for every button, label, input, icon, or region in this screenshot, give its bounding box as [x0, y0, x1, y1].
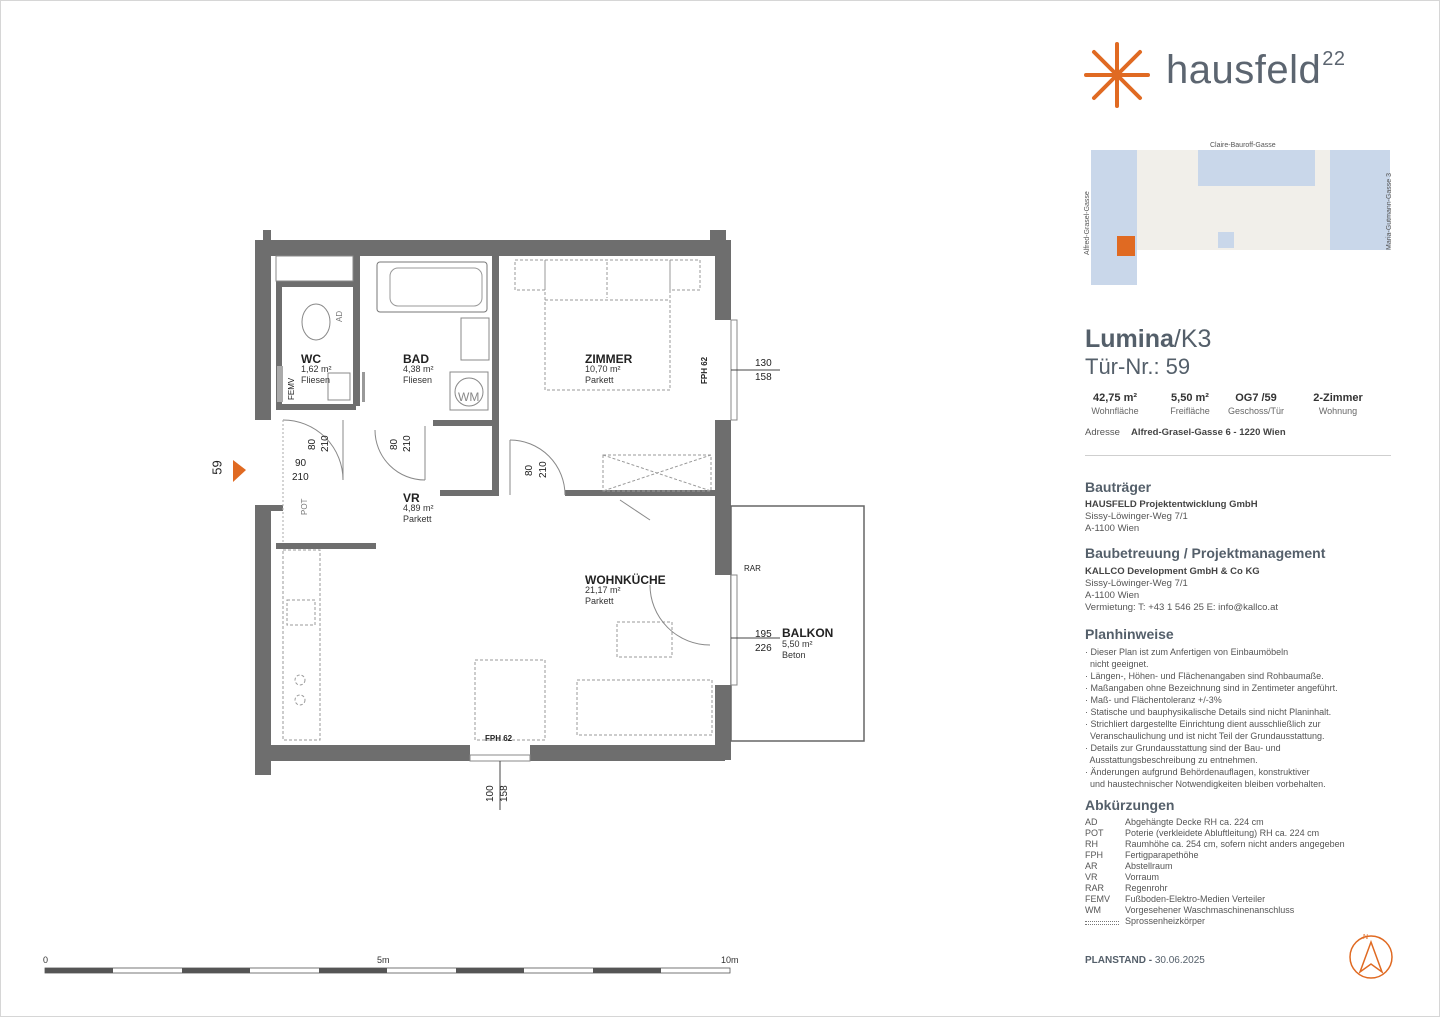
- abbr-key: RAR: [1085, 883, 1105, 893]
- address-label: Adresse: [1085, 427, 1120, 438]
- bad-door-w: 80: [389, 438, 400, 450]
- address-value: Alfred-Grasel-Gasse 6 - 1220 Wien: [1131, 427, 1286, 438]
- abbr-value: Fertigparapethöhe: [1125, 850, 1199, 860]
- walls: [255, 230, 731, 775]
- room-zimmer-area: 10,70 m²: [585, 364, 621, 374]
- project-title: [1085, 325, 1211, 354]
- brand-logo: [1166, 48, 1345, 93]
- stat-label-zimmer: Wohnung: [1318, 406, 1358, 416]
- room-vr-name: VR: [403, 491, 420, 505]
- door-number: Tür-Nr.: 59: [1085, 354, 1191, 379]
- stat-value-zimmer: 2-Zimmer: [1313, 392, 1363, 404]
- stat-label-geschoss: Geschoss/Tür: [1227, 406, 1285, 416]
- management-heading: Baubetreuung / Projektmanagement: [1085, 545, 1326, 561]
- living-furniture: [475, 622, 712, 740]
- fph-bottom-label: FPH 62: [485, 734, 513, 743]
- developer-heading: Bauträger: [1085, 479, 1152, 495]
- stat-value-freiflaeche: 5,50 m²: [1171, 392, 1209, 404]
- balcony-outline: [731, 506, 864, 741]
- room-vr-floor: Parkett: [403, 514, 432, 524]
- bottom-window-h: 158: [499, 785, 510, 802]
- abbr-key: AR: [1085, 861, 1098, 871]
- brand-superscript: 22: [1322, 48, 1346, 70]
- developer-company: HAUSFELD Projektentwicklung GmbH: [1085, 499, 1258, 510]
- zimmer-door-w: 80: [524, 464, 535, 476]
- management-company: KALLCO Development GmbH & Co KG: [1085, 566, 1260, 577]
- stat-value-geschoss: OG7 /59: [1235, 392, 1277, 404]
- abbr-value: Raumhöhe ca. 254 cm, sofern nicht anders angegeben: [1125, 839, 1345, 849]
- room-balkon-floor: Beton: [782, 650, 806, 660]
- street-left: Alfred-Grasel-Gasse: [1084, 191, 1091, 255]
- abbr-value: Fußboden-Elektro-Medien Verteiler: [1125, 894, 1266, 904]
- scale-label-5m: 5m: [377, 955, 390, 965]
- developer-street: Sissy-Löwinger-Weg 7/1: [1085, 511, 1188, 522]
- abbr-key: FPH: [1085, 850, 1103, 860]
- abbr-value: Poterie (verkleidete Abluftleitung) RH ca. 224 cm: [1125, 828, 1320, 838]
- planstand: [1085, 955, 1205, 966]
- room-wc-area: 1,62 m²: [301, 364, 332, 374]
- stat-label-wohnflaeche: Wohnfläche: [1091, 406, 1139, 416]
- room-bad-floor: Fliesen: [403, 375, 433, 385]
- project-name: Lumina: [1085, 325, 1174, 353]
- room-bad-name: BAD: [403, 352, 429, 366]
- room-zimmer-name: ZIMMER: [585, 352, 633, 366]
- scale-label-10m: 10m: [721, 955, 739, 965]
- room-balkon-area: 5,50 m²: [782, 639, 813, 649]
- room-wc-floor: Fliesen: [301, 375, 331, 385]
- bottom-window-w: 100: [485, 785, 496, 802]
- room-balkon-name: BALKON: [782, 626, 834, 640]
- notes-text: · Dieser Plan ist zum Anfertigen von Einbaumöbeln nicht geeignet. · Längen-, Höhen- und Flächenangaben sind Rohbaumaße. · Maßangaben ohne Bezeichnung sind in Zentimeter angeführt. · Maß- und Flächentoleranz +/-3% · Statische und bauphysikalische Details sind nicht Planinhalt. · Strichliert dargestellte Einrichtung dient ausschließlich zur Veranschaulichung und ist nicht Teil der Grundausstattung. · Details zur Grundausstattung sind der Bau- und Ausstattungsbeschreibung zu entnehmen. · Änderungen aufgrund Behördenauflagen, konstruktiver und haustechnischer Notwendigkeiten bleiben vorbehalten.: [1085, 647, 1338, 789]
- room-wohnkueche-area: 21,17 m²: [585, 585, 621, 595]
- kitchen-counter: [283, 550, 320, 740]
- divider: [1085, 455, 1391, 456]
- scale-label-0: 0: [43, 955, 49, 965]
- wc-door-h: 210: [320, 435, 331, 452]
- street-right: Maria-Gutmann-Gasse 3: [1386, 172, 1393, 250]
- room-wc-name: WC: [301, 352, 321, 366]
- room-zimmer-floor: Parkett: [585, 375, 614, 385]
- abbr-key: POT: [1085, 828, 1104, 838]
- room-wohnkueche-name: WOHNKÜCHE: [585, 573, 666, 587]
- abbr-value: Abgehängte Decke RH ca. 224 cm: [1125, 817, 1264, 827]
- stat-value-wohnflaeche: 42,75 m²: [1092, 392, 1138, 404]
- stat-label-freiflaeche: Freifläche: [1170, 406, 1210, 416]
- management-contact: Vermietung: T: +43 1 546 25 E: info@kallco.at: [1085, 602, 1278, 613]
- entry-number: 59: [209, 460, 225, 475]
- site-map: [1085, 140, 1395, 290]
- abbreviations-heading: Abkürzungen: [1085, 797, 1175, 813]
- rar-label: RAR: [744, 564, 761, 573]
- room-wohnkueche-floor: Parkett: [585, 596, 614, 606]
- femv-label: FEMV: [287, 377, 296, 400]
- brand-name: hausfeld: [1166, 48, 1322, 92]
- abbr-value: Sprossenheizkörper: [1125, 916, 1206, 926]
- entry-arrow-icon: [233, 460, 246, 482]
- management-street: Sissy-Löwinger-Weg 7/1: [1085, 578, 1188, 589]
- abbr-key: FEMV: [1085, 894, 1111, 904]
- wm-label: WM: [458, 390, 480, 404]
- abbr-key: AD: [1085, 817, 1098, 827]
- compass-icon: [1346, 932, 1396, 982]
- radiator-symbol-icon: [1085, 921, 1119, 925]
- notes-heading: Planhinweise: [1085, 626, 1174, 642]
- balkon-door-w: 195: [755, 629, 772, 640]
- fph-zimmer-label: FPH 62: [700, 356, 709, 384]
- toilet: [302, 304, 330, 340]
- abbr-value: Vorraum: [1125, 872, 1160, 882]
- zimmer-window-w: 130: [755, 358, 772, 369]
- abbr-value: Vorgesehener Waschmaschinenanschluss: [1125, 905, 1295, 915]
- room-bad-area: 4,38 m²: [403, 364, 434, 374]
- management-city: A-1100 Wien: [1085, 590, 1140, 601]
- pot-label: POT: [300, 498, 309, 515]
- scale-bar: [45, 968, 730, 973]
- zimmer-window-h: 158: [755, 372, 772, 383]
- entry-w: 90: [295, 458, 307, 469]
- bad-door-h: 210: [402, 435, 413, 452]
- abbr-value: Abstellraum: [1125, 861, 1173, 871]
- planstand-date: 30.06.2025: [1154, 955, 1205, 966]
- compass-north: N: [1363, 934, 1369, 941]
- project-suffix: /K3: [1173, 325, 1212, 353]
- room-vr-area: 4,89 m²: [403, 503, 434, 513]
- abbr-key: RH: [1085, 839, 1098, 849]
- planstand-label: PLANSTAND -: [1085, 955, 1153, 966]
- abbr-key: VR: [1085, 872, 1098, 882]
- ad-label: AD: [335, 310, 344, 322]
- abbr-value: Regenrohr: [1125, 883, 1168, 893]
- developer-city: A-1100 Wien: [1085, 523, 1140, 534]
- entry-h: 210: [292, 472, 309, 483]
- abbr-key: WM: [1085, 905, 1101, 915]
- wc-door-w: 80: [307, 438, 318, 450]
- asterisk-logo-icon: [1082, 40, 1152, 110]
- street-top: Claire-Bauroff-Gasse: [1210, 142, 1276, 149]
- balkon-door-h: 226: [755, 643, 772, 654]
- zimmer-door-h: 210: [538, 461, 549, 478]
